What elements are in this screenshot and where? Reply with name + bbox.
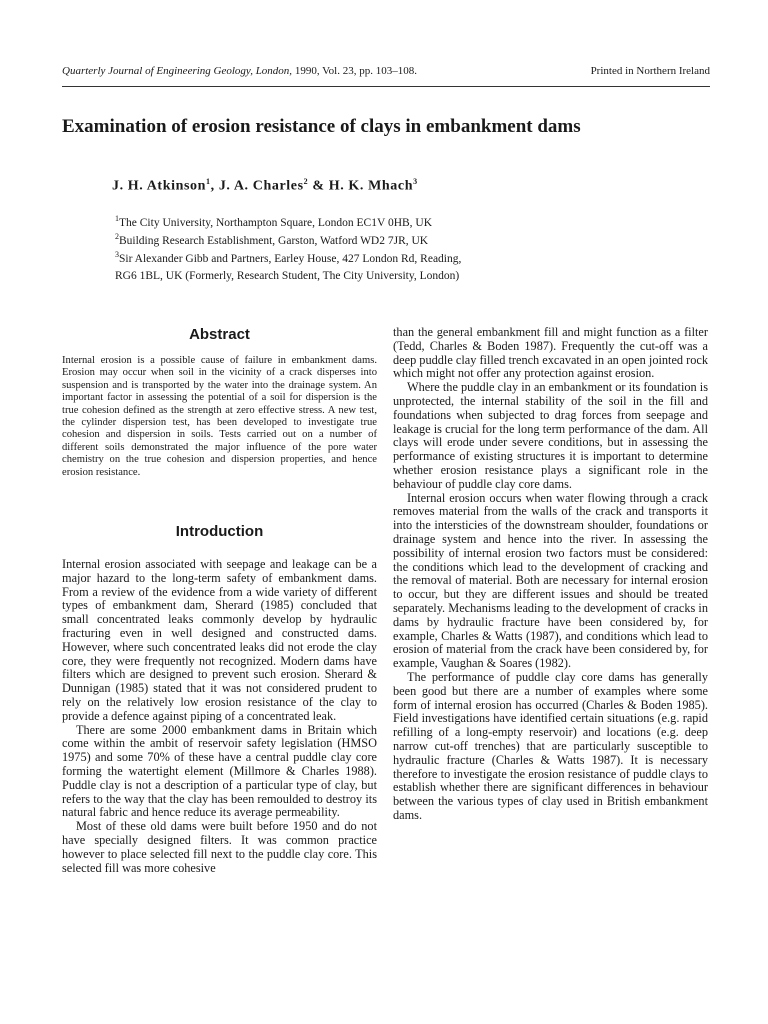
paragraph: Internal erosion associated with seepage and leakage can be a major hazard to the long-term safety of embankment dams. From a review of the evidence from a wide variety of different types of embankment dam, Sherard (1985) concluded that small concentrated leaks commonly develop by hydraulic fracturing even in well designed and constructed dams. However, where such concentrated leaks did not erode the clay core, they were frequently not recognized. Modern dams have filters which are designed to prevent such erosion. Sherard & Dunnigan (1985) stated that it was not considered prudent to rely on the relatively low erosion resistance of the clay to provide a defence against piping of a concentrated leak. [62, 557, 377, 723]
affiliation: RG6 1BL, UK (Formerly, Research Student, The City University, London) [115, 270, 460, 283]
header-rule [62, 86, 710, 87]
author-list: J. H. Atkinson$^1$, J. A. Charles$^2$ & H. K. Mhach$^3$ [112, 177, 418, 194]
author-name: H. K. Mhach [328, 178, 414, 194]
author-name: J. A. Charles [218, 178, 304, 194]
left-column-body [62, 558, 377, 875]
printed-location: Printed in Northern Ireland [590, 65, 710, 77]
author-sup: 3 [413, 177, 418, 186]
author-sup: 2 [303, 177, 309, 186]
affiliations [115, 212, 461, 283]
journal-citation: Quarterly Journal of Engineering Geology, London, 1990, Vol. 23, pp. 103–108. [62, 65, 417, 77]
paragraph: There are some 2000 embankment dams in Britain which come within the ambit of reservoir safety legislation (HMSO 1975) and some 70% of these have a central puddle clay core forming the watertight element (Millmore & Charles 1988). Puddle clay is not a description of a particular type of clay, but refers to the way that the clay has been remoulded to destroy its natural fabric and hence reduce its average permeability. [62, 722, 377, 820]
running-header [62, 65, 710, 81]
right-column-body [393, 326, 708, 823]
paragraph: Most of these old dams were built before 1950 and do not have specially designed filters. It was common practice however to place selected fill next to the puddle clay core. This selected fill was more cohesive [62, 819, 377, 875]
paragraph: than the general embankment fill and might function as a filter (Tedd, Charles & Boden 1987). Frequently the cut-off was a deep puddle clay filled trench excavated in an open jointed rock which might not offer any protection against erosion. [393, 325, 708, 381]
author-name: J. H. Atkinson [112, 178, 206, 194]
paragraph: Internal erosion occurs when water flowing through a crack removes material from the walls of the crack and transports it into the intersticies of the downstream shoulder, foundations or drainage system and hence into the river. In assessing the possibility of internal erosion two factors must be considered: the conditions which lead to the development of cracking and the removal of material. Both are necessary for internal erosion to occur, but they are different issues and should be treated separately. Mechanisms leading to the development of cracks in dams by hydraulic fracture have been considered by, for example, Charles & Watts (1987), and conditions which lead to erosion of material from the crack have been considered by, for example, Vaughan & Soares (1982). [393, 490, 708, 671]
introduction-heading: Introduction [175, 523, 264, 540]
paper-title: Examination of erosion resistance of clays in embankment dams [62, 116, 581, 137]
paragraph: Where the puddle clay in an embankment or its foundation is unprotected, the internal stability of the soil in the fill and foundations when subjected to drag forces from seepage and leakage is crucial for the long term performance of the dam. All clays will erode under severe conditions, but in assessing the performance of existing structures it is important to determine whether erosion resistance plays a significant role in the behaviour of puddle clay core dams. [393, 380, 708, 491]
affiliation: $^1$The City University, Northampton Square, London EC1V 0HB, UK [115, 214, 433, 229]
abstract-text: Internal erosion is a possible cause of failure in embankment dams. Erosion may occur when soil in the vicinity of a crack disperses into suspension and is transported by the water into the drainage system. An important factor in assessing the potential of a soil for dispersion is the true cohesion defined as the strength at zero effective stress. A new test, the cylinder dispersion test, has been developed to investigate true cohesion and dispersion in soils. Tests carried out on a number of different soils demonstrated the major influence of the pore water chemistry on the true cohesion and dispersion properties, and hence erosion resistance. [62, 355, 377, 478]
abstract-heading: Abstract [189, 326, 250, 343]
paragraph: The performance of puddle clay core dams has generally been good but there are a number of examples where some form of internal erosion has occurred (Charles & Boden 1985). Field investigations have identified certain situations (e.g. rapid refilling of a long-empty reservoir) and locations (e.g. deep narrow cut-off trenches) that are particularly susceptible to hydraulic fracture (Charles & Watts 1987). It is necessary therefore to investigate the erosion resistance of puddle clays to establish whether there are significant differences in behaviour between the various types of clay used in British embankment dams. [393, 669, 708, 822]
affiliation: $^2$Building Research Establishment, Garston, Watford WD2 7JR, UK [115, 231, 429, 247]
author-sup: 1 [206, 177, 211, 186]
affiliation: $^3$Sir Alexander Gibb and Partners, Earley House, 427 London Rd, Reading, [115, 249, 462, 265]
